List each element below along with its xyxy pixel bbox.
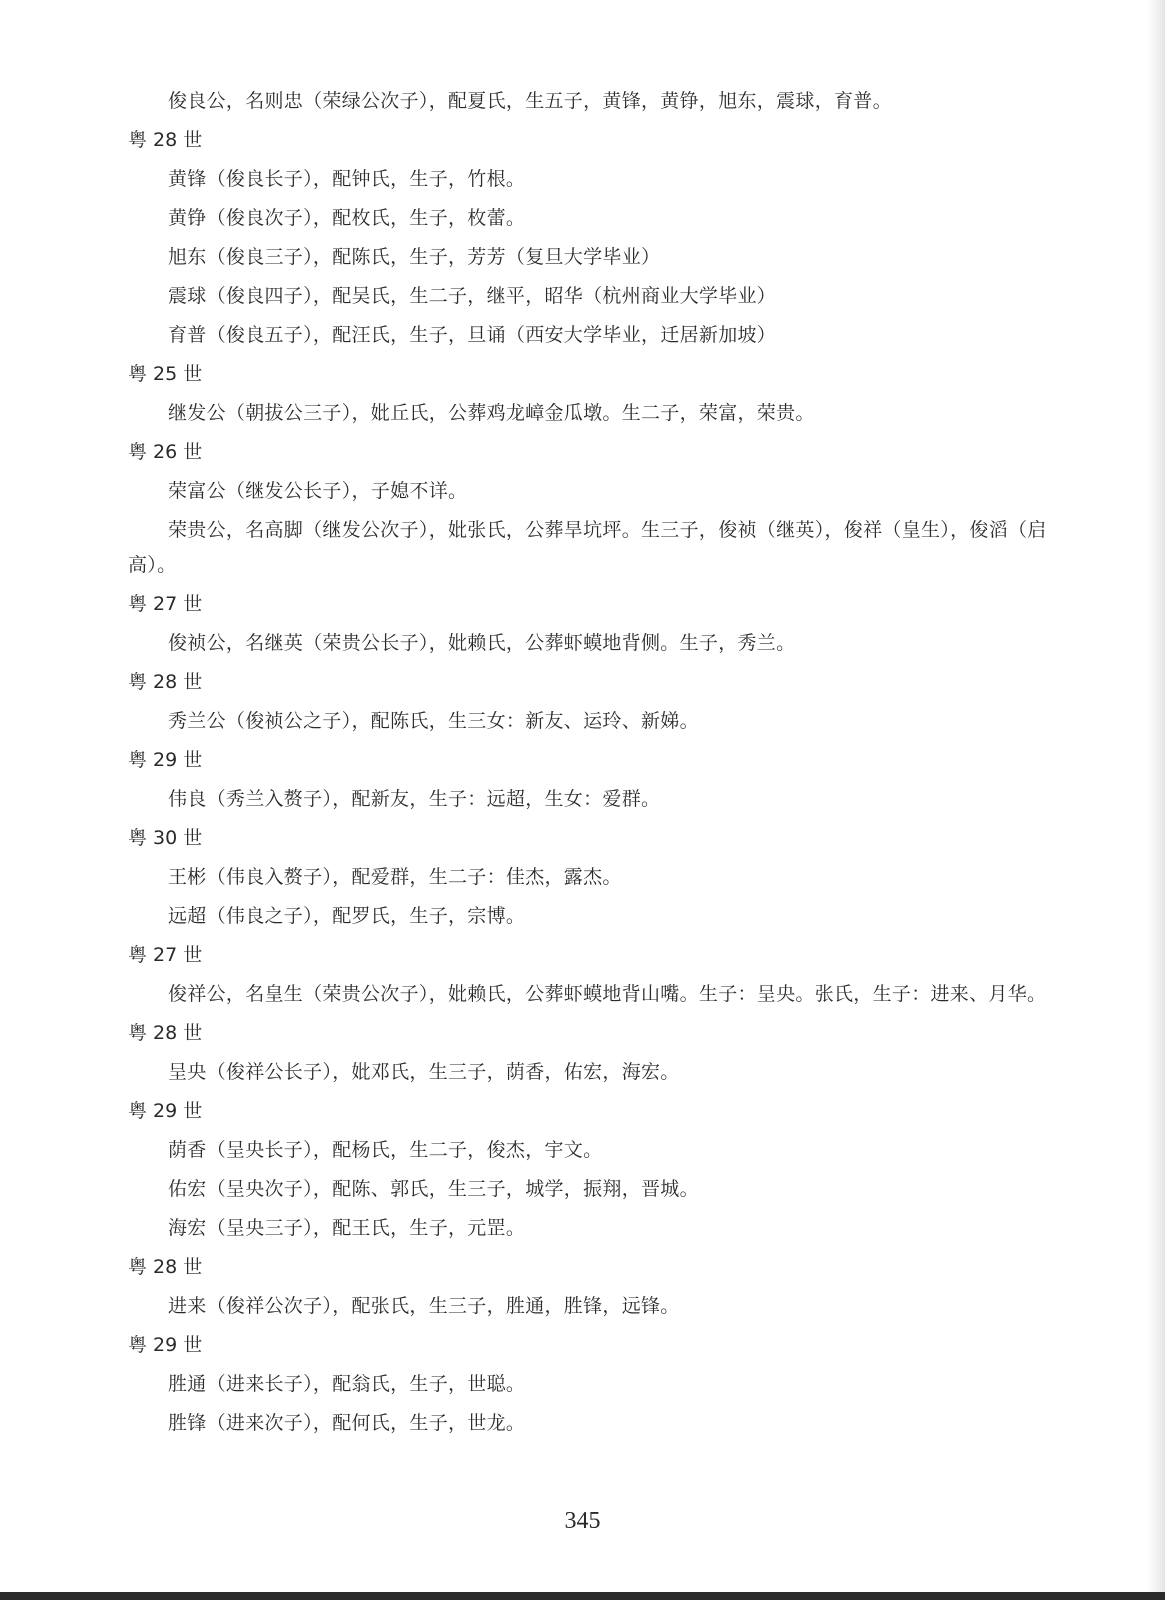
- genealogy-entry: 旭东（俊良三子），配陈氏，生子，芳芳（复旦大学毕业）: [168, 246, 661, 268]
- genealogy-entry: 黄铮（俊良次子），配枚氏，生子，枚蕾。: [168, 207, 526, 229]
- page-number: 345: [564, 1508, 601, 1534]
- genealogy-entry: 荣富公（继发公长子），子媳不详。: [168, 480, 468, 502]
- generation-heading: 粤 30 世: [128, 827, 203, 849]
- generation-heading: 粤 29 世: [128, 749, 203, 771]
- generation-heading: 粤 29 世: [128, 1334, 203, 1356]
- genealogy-entry: 佑宏（呈央次子），配陈、郭氏，生三子，城学，振翔，晋城。: [168, 1178, 699, 1200]
- scan-edge-shadow: [1147, 0, 1165, 1600]
- genealogy-entry: 俊祥公，名皇生（荣贵公次子），妣赖氏，公葬虾蟆地背山嘴。生子：呈央。张氏，生子：进来、月华。: [168, 983, 1047, 1005]
- generation-heading: 粤 28 世: [128, 129, 203, 151]
- generation-heading: 粤 28 世: [128, 1022, 203, 1044]
- generation-heading: 粤 29 世: [128, 1100, 203, 1122]
- genealogy-entry: 胜通（进来长子），配翁氏，生子，世聪。: [168, 1373, 526, 1395]
- generation-heading: 粤 27 世: [128, 944, 203, 966]
- genealogy-entry: 进来（俊祥公次子），配张氏，生三子，胜通，胜锋，远锋。: [168, 1295, 680, 1317]
- genealogy-entry: 海宏（呈央三子），配王氏，生子，元罡。: [168, 1217, 526, 1239]
- genealogy-entry: 远超（伟良之子），配罗氏，生子，宗博。: [168, 905, 526, 927]
- genealogy-entry: 王彬（伟良入赘子），配爱群，生二子：佳杰，露杰。: [168, 866, 622, 888]
- genealogy-entry: 震球（俊良四子），配吴氏，生二子，继平，昭华（杭州商业大学毕业）: [168, 285, 777, 307]
- genealogy-entry: 伟良（秀兰入赘子），配新友，生子：远超，生女：爱群。: [168, 788, 661, 810]
- generation-heading: 粤 25 世: [128, 363, 203, 385]
- genealogy-entry: 秀兰公（俊祯公之子），配陈氏，生三女：新友、运玲、新娣。: [168, 710, 699, 732]
- genealogy-text-body: [128, 84, 1058, 1445]
- genealogy-entry: 胜锋（进来次子），配何氏，生子，世龙。: [168, 1412, 526, 1434]
- generation-heading: 粤 26 世: [128, 441, 203, 463]
- scan-bottom-border: [0, 1592, 1165, 1600]
- generation-heading: 粤 28 世: [128, 1256, 203, 1278]
- generation-heading: 粤 28 世: [128, 671, 203, 693]
- generation-heading: 粤 27 世: [128, 593, 203, 615]
- genealogy-entry: 黄锋（俊良长子），配钟氏，生子，竹根。: [168, 168, 526, 190]
- genealogy-entry: 荣贵公，名高脚（继发公次子），妣张氏，公葬旱坑坪。生三子，俊祯（继英），俊祥（皇生），俊滔（启高）。: [128, 519, 1047, 576]
- genealogy-entry: 继发公（朝拔公三子），妣丘氏，公葬鸡龙嶂金瓜墩。生二子，荣富，荣贵。: [168, 402, 815, 424]
- genealogy-entry: 俊祯公，名继英（荣贵公长子），妣赖氏，公葬虾蟆地背侧。生子，秀兰。: [168, 632, 796, 654]
- genealogy-entry: 俊良公，名则忠（荣绿公次子），配夏氏，生五子，黄锋，黄铮，旭东，震球，育普。: [168, 90, 892, 112]
- genealogy-entry: 呈央（俊祥公长子），妣邓氏，生三子，荫香，佑宏，海宏。: [168, 1061, 680, 1083]
- genealogy-entry: 荫香（呈央长子），配杨氏，生二子，俊杰，宇文。: [168, 1139, 603, 1161]
- genealogy-entry: 育普（俊良五子），配汪氏，生子，旦诵（西安大学毕业，迁居新加坡）: [168, 324, 777, 346]
